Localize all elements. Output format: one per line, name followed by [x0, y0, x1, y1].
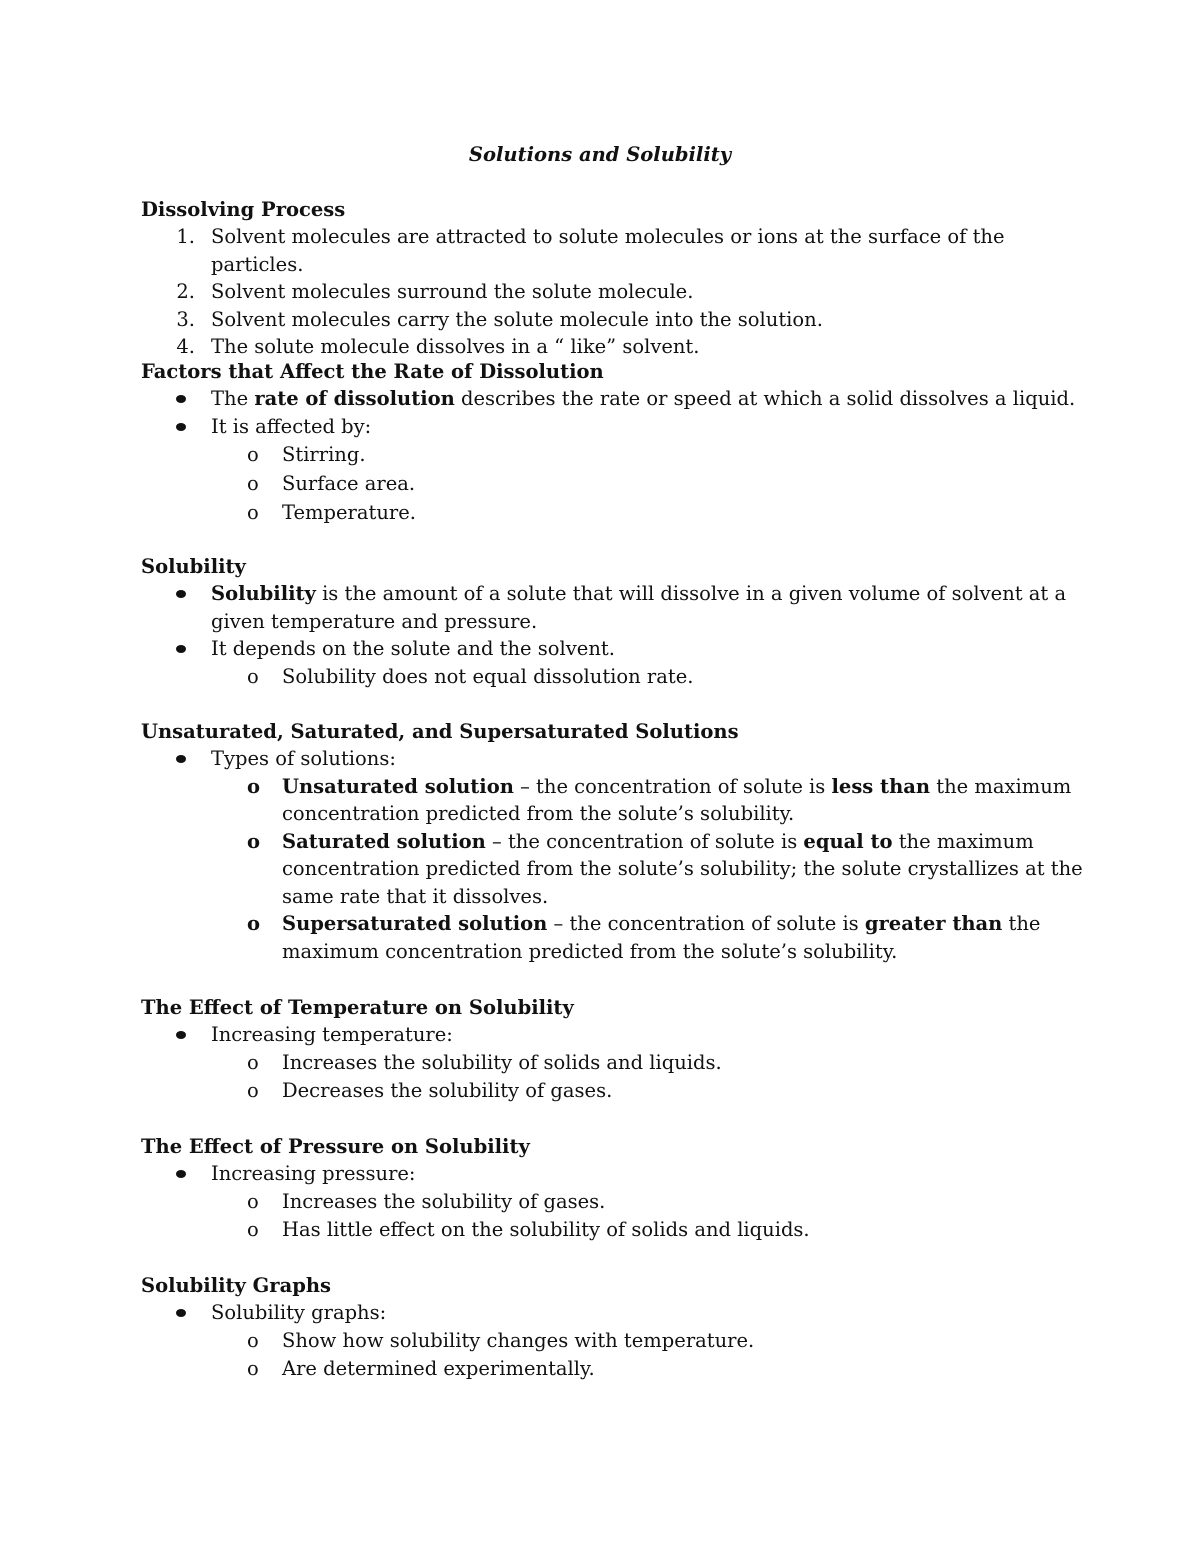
circle-bullet-icon: o	[247, 1328, 259, 1352]
bullet-icon	[176, 1170, 186, 1178]
section-solubility	[141, 553, 1101, 690]
section-solution-types	[141, 718, 1101, 965]
item-text: Temperature.	[282, 501, 416, 524]
sub-bullet-item	[141, 498, 1101, 527]
item-text: Are determined experimentally.	[282, 1357, 595, 1380]
bullet-icon	[176, 1309, 186, 1317]
section-heading: Unsaturated, Saturated, and Supersaturated Solutions	[141, 720, 739, 743]
item-number: 3.	[176, 307, 195, 331]
circle-bullet-icon: o	[247, 664, 259, 688]
section-heading: Solubility Graphs	[141, 1274, 332, 1297]
item-text: It depends on the solute and the solvent.	[211, 637, 615, 660]
circle-bullet-icon: o	[247, 1189, 259, 1213]
item-text: Types of solutions:	[211, 747, 396, 770]
item-text: Increasing pressure:	[211, 1162, 416, 1185]
item-bold-text: less than	[831, 774, 931, 798]
item-text: – the concentration of solute is	[547, 912, 865, 935]
bullet-item	[141, 1160, 1101, 1188]
item-text: Show how solubility changes with temperature.	[282, 1328, 755, 1352]
sub-bullet-item	[141, 1216, 1101, 1245]
item-text: the	[1002, 912, 1041, 935]
circle-bullet-icon: o	[247, 472, 259, 495]
item-text: Solvent molecules are attracted to solute molecules or ions at the surface of the particles.	[211, 225, 1005, 276]
item-text: The	[211, 387, 255, 410]
section-heading: The Effect of Pressure on Solubility	[141, 1135, 530, 1158]
document-title: Solutions and Solubility	[468, 143, 732, 166]
item-text: is the amount of a solute that will dissolve in a given volume of solvent at a	[315, 582, 1067, 605]
item-bold-text: rate of dissolution	[254, 387, 455, 410]
sub-bullet-item	[141, 440, 1101, 469]
item-text: Solvent molecules carry the solute molecule into the solution.	[211, 307, 823, 331]
item-text: concentration predicted from the solute’s solubility.	[282, 802, 795, 825]
circle-bullet-icon: o	[247, 501, 259, 524]
item-bold-text: Solubility	[211, 582, 316, 605]
item-text: the maximum	[892, 829, 1034, 853]
sub-bullet-continuation	[141, 855, 1101, 883]
item-text: – the concentration of solute is	[485, 829, 804, 853]
bullet-item	[141, 1299, 1101, 1327]
section-heading: Dissolving Process	[141, 198, 346, 221]
sub-bullet-item	[141, 663, 1101, 691]
item-bold-text: Unsaturated solution	[282, 774, 514, 798]
sub-bullet-item	[141, 1355, 1101, 1384]
item-text: given temperature and pressure.	[211, 609, 538, 633]
item-text: Solubility graphs:	[211, 1301, 387, 1324]
item-text: – the concentration of solute is	[513, 774, 832, 798]
numbered-item	[141, 223, 1101, 278]
section-heading: Factors that Affect the Rate of Dissolution	[141, 360, 604, 383]
section-heading: The Effect of Temperature on Solubility	[141, 996, 574, 1019]
item-text: maximum concentration predicted from the solute’s solubility.	[282, 939, 898, 963]
circle-bullet-icon: o	[247, 774, 261, 798]
sub-bullet-item	[141, 773, 1101, 801]
item-number: 2.	[176, 280, 195, 303]
section-pressure-effect	[141, 1133, 1101, 1245]
item-text: same rate that it dissolves.	[282, 884, 549, 908]
bullet-item-continuation	[141, 608, 1101, 636]
item-text: describes the rate or speed at which a solid dissolves a liquid.	[454, 387, 1076, 410]
numbered-item	[141, 306, 1101, 334]
sub-bullet-item	[141, 1049, 1101, 1078]
item-text: Increases the solubility of gases.	[282, 1189, 606, 1213]
item-text: the maximum	[930, 774, 1072, 798]
item-text: Stirring.	[282, 443, 366, 466]
bullet-icon	[176, 395, 186, 403]
numbered-item	[141, 333, 1101, 361]
bullet-item	[141, 413, 1101, 441]
item-text: Solvent molecules surround the solute molecule.	[211, 280, 694, 303]
item-text: concentration predicted from the solute’s solubility; the solute crystallizes at the	[282, 857, 1083, 880]
bullet-icon	[176, 590, 186, 598]
item-bold-text: Supersaturated solution	[282, 912, 548, 935]
circle-bullet-icon: o	[247, 1050, 259, 1074]
sub-bullet-item	[141, 469, 1101, 498]
sub-bullet-continuation	[141, 800, 1101, 828]
sub-bullet-item	[141, 1077, 1101, 1106]
bullet-icon	[176, 423, 186, 431]
section-rate-of-dissolution	[141, 358, 1101, 527]
item-text: Increasing temperature:	[211, 1023, 453, 1046]
bullet-item	[141, 580, 1101, 608]
section-heading: Solubility	[141, 555, 246, 578]
item-bold-text: equal to	[803, 829, 893, 853]
item-number: 1.	[176, 225, 195, 248]
item-bold-text: Saturated solution	[282, 829, 486, 853]
circle-bullet-icon: o	[247, 1079, 259, 1102]
circle-bullet-icon: o	[247, 1218, 259, 1241]
circle-bullet-icon: o	[247, 829, 261, 853]
item-text: Increases the solubility of solids and liquids.	[282, 1050, 722, 1074]
section-dissolving-process	[141, 196, 1101, 361]
sub-bullet-continuation	[141, 883, 1101, 911]
bullet-item	[141, 635, 1101, 663]
circle-bullet-icon: o	[247, 912, 261, 935]
numbered-item	[141, 278, 1101, 306]
bullet-icon	[176, 1031, 186, 1039]
sub-bullet-item	[141, 1188, 1101, 1217]
bullet-item	[141, 385, 1101, 413]
bullet-icon	[176, 645, 186, 653]
bullet-icon	[176, 755, 186, 763]
sub-bullet-item	[141, 828, 1101, 856]
item-number: 4.	[176, 335, 195, 358]
item-text: Surface area.	[282, 472, 416, 495]
bullet-item	[141, 1021, 1101, 1049]
bullet-item	[141, 745, 1101, 773]
sub-bullet-item	[141, 1327, 1101, 1356]
item-text: Solubility does not equal dissolution rate.	[282, 664, 694, 688]
section-solubility-graphs	[141, 1272, 1101, 1384]
item-text: The solute molecule dissolves in a “ like” solvent.	[211, 335, 700, 358]
sub-bullet-item	[141, 910, 1101, 938]
sub-bullet-continuation	[141, 938, 1101, 966]
item-bold-text: greater than	[864, 912, 1003, 935]
item-text: It is affected by:	[211, 414, 372, 438]
item-text: Has little effect on the solubility of solids and liquids.	[282, 1218, 810, 1241]
circle-bullet-icon: o	[247, 1357, 259, 1380]
section-temperature-effect	[141, 994, 1101, 1106]
circle-bullet-icon: o	[247, 443, 259, 466]
item-text: Decreases the solubility of gases.	[282, 1079, 613, 1102]
